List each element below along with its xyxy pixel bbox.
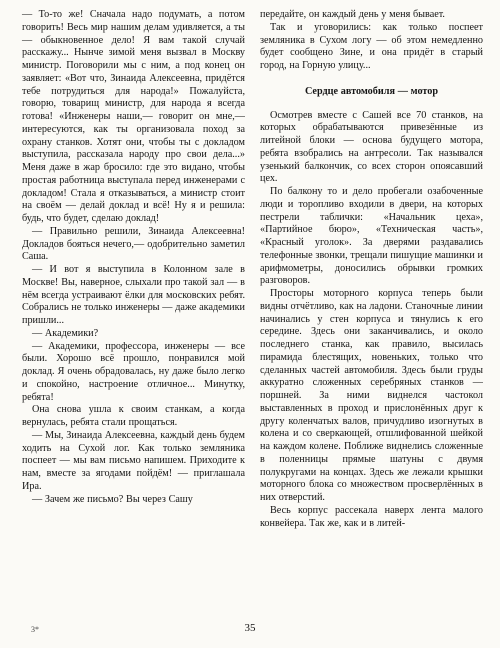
paragraph: Весь корпус рассекала наверх лента малого конвейера. Так же, как и в литей-: [260, 504, 483, 529]
paragraph: — То-то же! Сначала надо подумать, а потом говорить! Весь мир нашим делам удивляется, а ты — обыкновенное дело! Я вам такой случай расскажу... Нынче зимой меня вызвал в Москву министр. Поговорили мы с ним, а под конец он заявляет: «Вот что, Зинаида Алексеевна, придётся тебе потрудиться для народа!» Пожалуйста, говорю, товарищ министр, для народа я всегда готова! «Инженеры наши,— говорит он мне,— интересуются, как ты организовала поход за охрану станков. Хотят они, чтобы ты с докладом выступила, рассказала народу про свои дела...» Меня даже в жар бросило: где это видано, чтобы простая работница выступала перед инженерами с докладом! Стала я отказываться, а министр стоит на своём — делай доклад и всё! Ну я и решила: будь, что будет, сделаю доклад!: [22, 9, 245, 224]
paragraph: — Мы, Зинаида Алексеевна, каждый день будем ходить на Сухой лог. Как только земляника поспеет — мы вам письмо напишем. Приходите к нам, вместе за ягодами пойдём! — приглашала Ира.: [22, 429, 245, 492]
paragraph: По балкону то и дело пробегали озабоченные люди и торопливо входили в двери, на которых пестрели таблички: «Начальник цеха», «Партийное бюро», «Техническая часть», «Красный уголок». За дверями раздавались телефонные звонки, трещали пишущие машинки и арифмометры, доносились обрывки громких разговоров.: [260, 186, 484, 287]
paragraph: — Академики, профессора, инженеры — все были. Хорошо всё прошло, понравился мой доклад. Я очень обрадовалась, ну даже было легко и спокойно, настроение отличное... Минутку, ребята!: [22, 340, 245, 403]
paragraph: — И вот я выступила в Колонном зале в Москве! Вы, наверное, слыхали про такой зал — в нём всегда устраивают ёлки для московских ребят. Собрались не только инженеры — даже академики пришли...: [22, 264, 245, 326]
paragraph: Просторы моторного корпуса теперь были видны отчётливо, как на ладони. Станочные линии начинались у стен корпуса и тянулись к его середине. Здесь они заканчивались, и около последнего станка, как правило, высилась пирамида блестящих, новеньких, только что сделанных частей автомобиля. Здесь были груды аккуратно сложенных серебряных станков — поршней. За ними виднелся частокол выставленных в проход и прислонённых друг к другу коленчатых валов, причудливо изогнутых в колена и со сверкающей, отшлифованной шейкой на каждом колене. Поближе виднелись сложенные в поленницы прямые шатуны с двумя полукругами на концах. Здесь же лежали крышки моторного блока со множеством просверлённых в них отверстий.: [260, 288, 483, 503]
section-heading: Сердце автомобиля — мотор: [304, 85, 439, 97]
paragraph: — Зачем же письмо? Вы через Сашу: [32, 493, 193, 505]
signature-mark: 3*: [31, 625, 39, 634]
paragraph: — Академики?: [32, 327, 99, 339]
left-text-column: [22, 9, 245, 506]
page-number: 35: [244, 622, 256, 634]
paragraph: передайте, он каждый день у меня бывает.: [260, 9, 445, 20]
paragraph: — Правильно решили, Зинаида Алексеевна! Докладов бояться нечего,— одобрительно заметил Саша.: [22, 225, 245, 263]
paragraph: Так и уговорились: как только поспеет земляника в Сухом логу — об этом немедленно будет сообщено Зине, и она придёт в старый город, на Горную улицу...: [260, 21, 483, 71]
paragraph: Осмотрев вместе с Сашей все 70 станков, на которых обрабатываются привезённые из литейной блоки — основа будущего мотора, ребята взобрались на антресоли. Так назывался узенький балкончик, со всех сторон опоясавший цех.: [260, 109, 483, 185]
paragraph: Она снова ушла к своим станкам, а когда вернулась, ребята стали прощаться.: [22, 404, 245, 428]
right-text-column: [260, 9, 483, 530]
